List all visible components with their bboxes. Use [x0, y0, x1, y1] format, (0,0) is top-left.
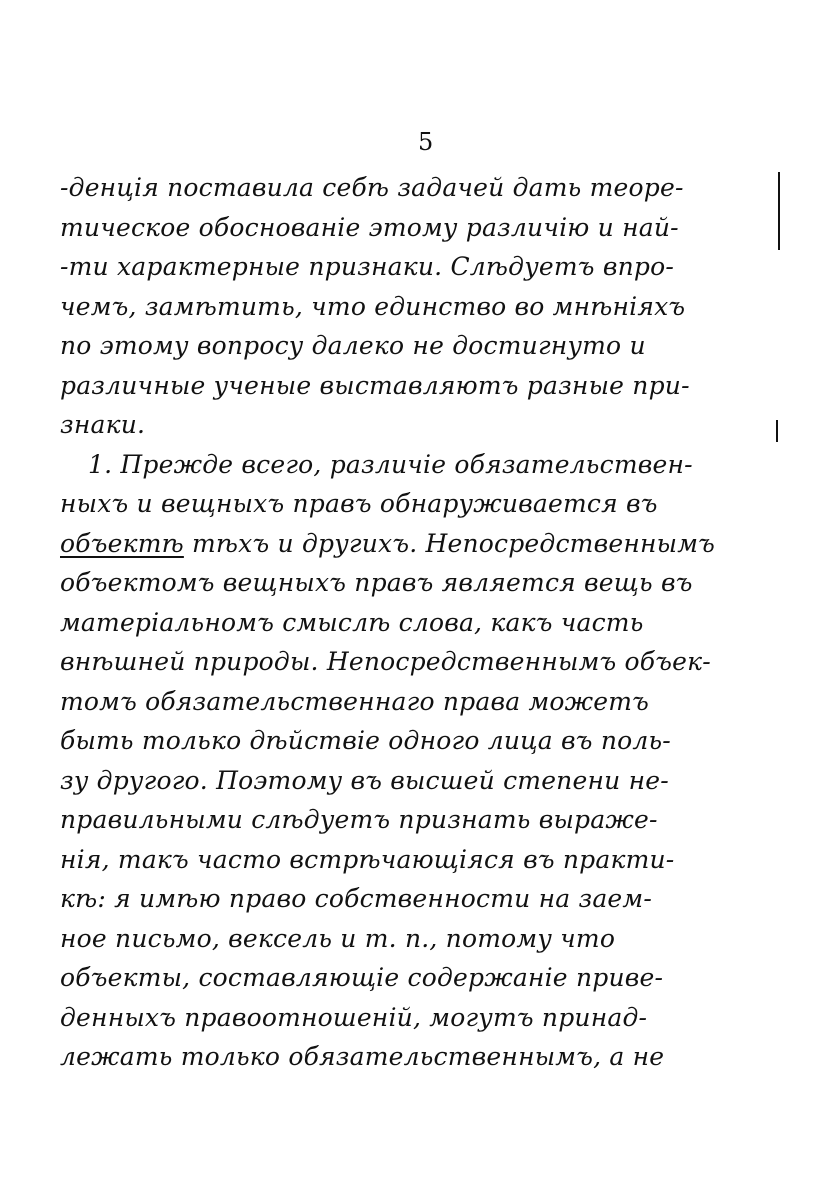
text-line-22: денныхъ правоотношеній, могутъ принад- — [60, 1002, 648, 1032]
text-line-15: быть только дѣйствіе одного лица въ поль- — [60, 726, 671, 755]
text-line-12: матеріальномъ смыслѣ слова, какъ часть — [60, 607, 644, 637]
text-line-1: -денція поставила себѣ задачей дать теоре- — [60, 173, 684, 202]
text-line-18: нія, такъ часто встрѣчающіяся въ практи- — [60, 844, 675, 874]
text-line-5: по этому вопросу далеко не достигнуто и — [60, 331, 646, 360]
underlined-word: объектѣ — [60, 528, 184, 558]
text-line-19: кѣ: я имѣю право собственности на заем- — [60, 884, 652, 913]
text-line-20: ное письмо, вексель и т. п., потому что — [60, 923, 616, 953]
text-line-2: тическое обоснованіе этому различію и най- — [60, 212, 679, 242]
text-line-14: томъ обязательственнаго права можетъ — [60, 686, 650, 716]
text-line-23: лежать только обязательственнымъ, а не — [60, 1042, 665, 1071]
text-line-10 — [60, 524, 790, 564]
text-line-8: 1. Прежде всего, различіе обязательствен- — [88, 449, 693, 479]
text-line-9: ныхъ и вещныхъ правъ обнаруживается въ — [60, 489, 658, 518]
text-line-17: правильными слѣдуетъ признать выраже- — [60, 805, 658, 834]
text-line-21: объекты, составляющіе содержаніе приве- — [60, 963, 664, 992]
page-number: 5 — [418, 128, 434, 156]
handwritten-text-block — [60, 168, 790, 1077]
text-line-6: различные ученые выставляютъ разные при- — [60, 370, 690, 400]
text-line-10-post: тѣхъ и другихъ. Непосредственнымъ — [183, 528, 716, 558]
text-line-3: -ти характерные признаки. Слѣдуетъ впро- — [60, 252, 674, 281]
text-line-16: зу другого. Поэтому въ высшей степени не- — [60, 765, 669, 795]
text-line-13: внѣшней природы. Непосредственнымъ объек- — [60, 647, 711, 676]
text-line-11: объектомъ вещныхъ правъ является вещь въ — [60, 568, 693, 597]
text-line-4: чемъ, замѣтить, что единство во мнѣніяхъ — [60, 291, 686, 321]
text-line-7: знаки. — [60, 410, 146, 439]
